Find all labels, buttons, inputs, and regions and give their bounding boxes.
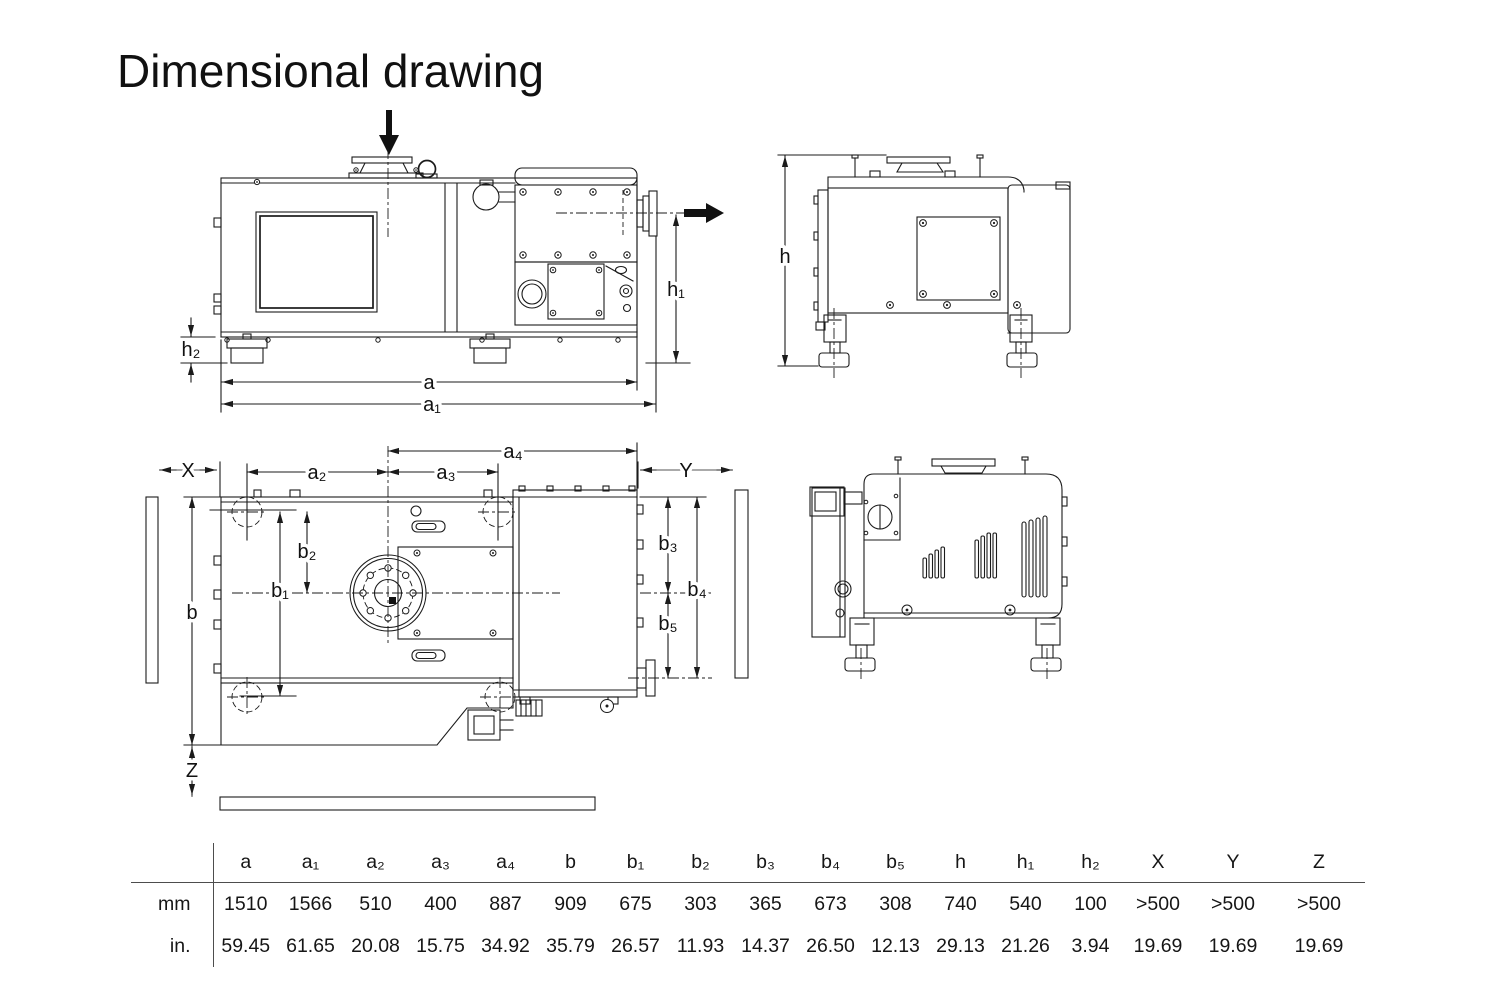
inlet-arrow xyxy=(379,110,399,155)
col-header: a₄ xyxy=(473,843,538,883)
value-cell: 34.92 xyxy=(481,935,530,957)
value-cell: 675 xyxy=(619,893,652,915)
table-row-in xyxy=(131,926,1365,967)
motor-side-view xyxy=(810,457,1067,682)
value-cell: 303 xyxy=(684,893,717,915)
dim-label-b3: b₃ xyxy=(658,533,678,555)
col-header: Y xyxy=(1193,843,1273,883)
row-header: in. xyxy=(131,926,213,967)
value-cell: 29.13 xyxy=(936,935,985,957)
dim-label-b4: b₄ xyxy=(687,579,707,601)
clearance-wall-right xyxy=(735,490,748,678)
value-cell: 1510 xyxy=(224,893,268,915)
foot xyxy=(819,308,849,378)
service-panel xyxy=(917,217,1000,300)
foot xyxy=(1007,308,1037,378)
col-header: b₄ xyxy=(798,843,863,883)
col-header: b₁ xyxy=(603,843,668,883)
value-cell: 11.93 xyxy=(676,935,725,957)
col-header: a₂ xyxy=(343,843,408,883)
dim-label-h1: h₁ xyxy=(667,279,685,301)
value-cell: 510 xyxy=(359,893,392,915)
value-cell: >500 xyxy=(1211,893,1255,915)
top-view xyxy=(146,441,748,810)
dim-label-a4: a₄ xyxy=(503,441,523,463)
col-header: a₁ xyxy=(278,843,343,883)
foot xyxy=(845,618,875,682)
table-row-mm xyxy=(131,883,1365,927)
value-cell: 308 xyxy=(879,893,912,915)
end-view xyxy=(778,155,1070,378)
dim-label-h2: h₂ xyxy=(181,339,201,361)
col-header: a₃ xyxy=(408,843,473,883)
dim-label-a3: a₃ xyxy=(436,462,456,484)
foot xyxy=(227,334,267,363)
value-cell: 3.94 xyxy=(1071,935,1110,957)
cooling-fins xyxy=(923,516,1047,597)
dim-label-h: h xyxy=(779,246,791,268)
col-header: h₂ xyxy=(1058,843,1123,883)
table-corner-cell xyxy=(131,843,213,883)
value-cell: 14.37 xyxy=(741,935,790,957)
value-cell: 59.45 xyxy=(221,935,271,957)
value-cell: 909 xyxy=(554,893,587,915)
dim-label-Y: Y xyxy=(679,460,693,482)
value-cell: 20.08 xyxy=(351,935,400,957)
side-view xyxy=(181,110,724,416)
dim-label-b2: b₂ xyxy=(297,541,317,563)
value-cell: 19.69 xyxy=(1208,935,1258,957)
clearance-floor xyxy=(220,797,595,810)
page-title: Dimensional drawing xyxy=(117,45,544,97)
dim-label-b5: b₅ xyxy=(658,613,678,635)
value-cell: 887 xyxy=(489,893,522,915)
foot xyxy=(1031,618,1061,682)
value-cell: 1566 xyxy=(288,893,333,915)
dim-label-b: b xyxy=(186,602,198,624)
dim-label-a1: a₁ xyxy=(423,394,441,416)
dim-label-X: X xyxy=(181,460,195,482)
dim-label-a: a xyxy=(423,372,435,394)
value-cell: 100 xyxy=(1074,893,1107,915)
value-cell: 21.26 xyxy=(1001,935,1050,957)
value-cell: >500 xyxy=(1297,893,1341,915)
motor-top xyxy=(513,486,655,704)
value-cell: 19.69 xyxy=(1294,935,1344,957)
motor-block xyxy=(515,168,637,325)
value-cell: 673 xyxy=(814,893,847,915)
dim-label-b1: b₁ xyxy=(271,580,289,602)
col-header: b xyxy=(538,843,603,883)
row-header: mm xyxy=(131,883,213,927)
col-header: Z xyxy=(1273,843,1365,883)
value-cell: 540 xyxy=(1009,893,1042,915)
value-cell: 15.75 xyxy=(416,935,465,957)
exhaust-arrow xyxy=(684,203,724,223)
dim-label-Z: Z xyxy=(185,760,199,782)
dim-label-a2: a₂ xyxy=(307,462,327,484)
value-cell: 740 xyxy=(944,893,977,915)
col-header: b₃ xyxy=(733,843,798,883)
value-cell: 19.69 xyxy=(1133,935,1183,957)
value-cell: 61.65 xyxy=(286,935,335,957)
col-header: b₂ xyxy=(668,843,733,883)
value-cell: 26.57 xyxy=(611,935,660,957)
foot xyxy=(470,334,510,363)
col-header: b₅ xyxy=(863,843,928,883)
value-cell: >500 xyxy=(1136,893,1180,915)
clearance-wall-left xyxy=(146,497,158,683)
value-cell: 12.13 xyxy=(871,935,920,957)
lifting-eye xyxy=(419,161,436,178)
col-header: X xyxy=(1123,843,1193,883)
value-cell: 26.50 xyxy=(806,935,855,957)
value-cell: 35.79 xyxy=(546,935,595,957)
value-cell: 365 xyxy=(749,893,782,915)
dimension-table xyxy=(131,843,1365,967)
value-cell: 400 xyxy=(424,893,457,915)
col-header: a xyxy=(213,843,278,883)
col-header: h xyxy=(928,843,993,883)
inspection-window xyxy=(256,212,377,312)
col-header: h₁ xyxy=(993,843,1058,883)
